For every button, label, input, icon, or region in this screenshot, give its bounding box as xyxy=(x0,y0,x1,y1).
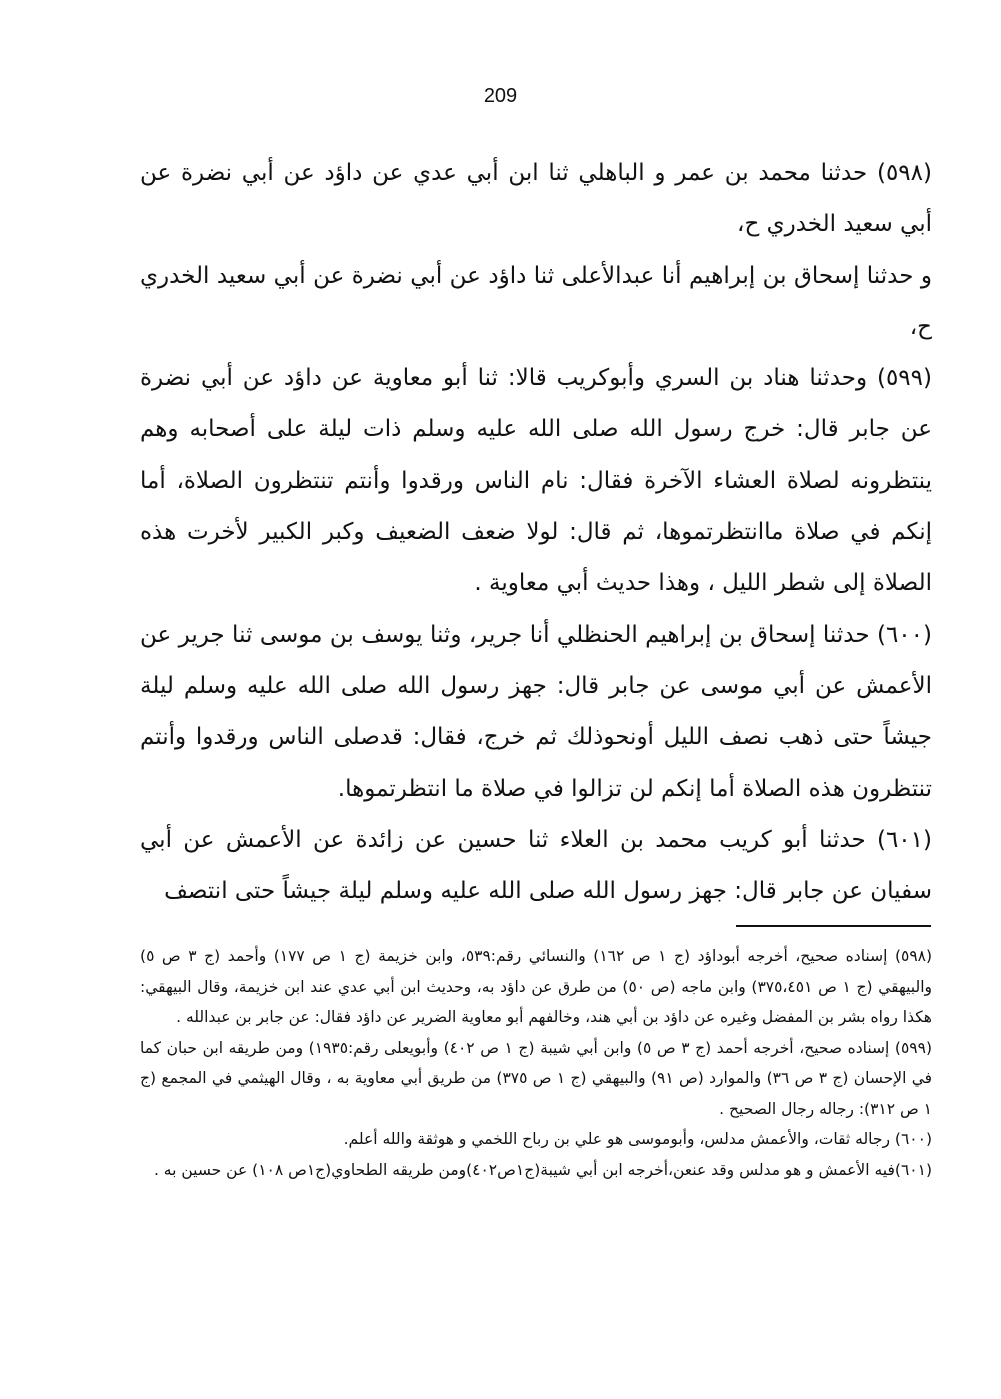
hadith-598: (٥٩٨) حدثنا محمد بن عمر و الباهلي ثنا ابن أبي عدي عن داؤد عن أبي نضرة عن أبي سعيد الخدري ح، xyxy=(140,160,932,238)
hadith-601: (٦٠١) حدثنا أبو كريب محمد بن العلاء ثنا حسين عن زائدة عن الأعمش عن أبي سفيان عن جابر قال: جهز رسول الله صلى الله عليه وسلم ليلة جيشاً حتى انتصف xyxy=(140,826,932,905)
page-number: 209 xyxy=(483,85,518,107)
footnote-601: (٦٠١)فيه الأعمش و هو مدلس وقد عنعن،أخرجه ابن أبي شيبة(ج١ص٤٠٢)ومن طريقه الطحاوي(ج١ص ١٠٨) عن حسين به . xyxy=(153,1160,932,1179)
hadith-599: (٥٩٩) وحدثنا هناد بن السري وأبوكريب قالا: ثنا أبو معاوية عن داؤد عن أبي نضرة عن جابر قال: خرج رسول الله صلى الله عليه وسلم ذات ليلة على أصحابه وهم ينتظرونه لصلاة العشاء الآخرة فقال: نام الناس ورقدوا وأنتم تنتظرون الصلاة، أما إنكم في صلاة ماانتظرتموها، ثم قال: لولا ضعف الضعيف وكبر الكبير لأخرت هذه الصلاة إلى شطر الليل ، وهذا حديث أبي معاوية . xyxy=(140,365,932,597)
footnote-598: (٥٩٨) إسناده صحيح، أخرجه أبوداؤد (ج ١ ص ١٦٢) والنسائي رقم:٥٣٩، وابن خزيمة (ج ١ ص ١٧٧) وأحمد (ج ٣ ص ٥) والبيهقي (ج ١ ص ٣٧٥،٤٥١) وابن ماجه (ص ٥٠) من طرق عن داؤد به، وحديث ابن أبي عدي عند ابن خزيمة، وقال البيهقي: هكذا رواه بشر بن المفضل وغيره عن داؤد بن أبي هند، وخالفهم أبو معاوية الضرير عن داؤد فقال: عن جابر بن عبدالله . xyxy=(140,947,933,1026)
main-text xyxy=(140,148,932,917)
footnotes xyxy=(140,941,932,1185)
hadith-600: (٦٠٠) حدثنا إسحاق بن إبراهيم الحنظلي أنا جرير، وثنا يوسف بن موسى ثنا جرير عن الأعمش عن أبي موسى عن جابر قال: جهز رسول الله صلى الله عليه وسلم ليلة جيشاً حتى ذهب نصف الليل أونحوذلك ثم خرج، فقال: قدصلى الناس ورقدوا وأنتم تنتظرون هذه الصلاة أما إنكم لن تزالوا في صلاة ما انتظرتموها. xyxy=(140,621,932,802)
footnote-600: (٦٠٠) رجاله ثقات، والأعمش مدلس، وأبوموسى هو علي بن رباح اللخمي و هوثقة والله أعلم. xyxy=(343,1130,932,1148)
footnote-599: (٥٩٩) إسناده صحيح، أخرجه أحمد (ج ٣ ص ٥) وابن أبي شيبة (ج ١ ص ٤٠٢) وأبويعلى رقم:١٩٣٥) ومن طريقه ابن حبان كما في الإحسان (ج ٣ ص ٣٦) والموارد (ص ٩١) والبيهقي (ج ١ ص ٣٧٥) من طريق أبي معاوية به ، وقال الهيثمي في المجمع (ج ١ ص ٣١٢): رجاله رجال الصحيح . xyxy=(140,1038,933,1118)
footnote-separator xyxy=(736,925,931,927)
hadith-598-second-chain: و حدثنا إسحاق بن إبراهيم أنا عبدالأعلى ثنا داؤد عن أبي نضرة عن أبي سعيد الخدري ح، xyxy=(140,262,932,340)
